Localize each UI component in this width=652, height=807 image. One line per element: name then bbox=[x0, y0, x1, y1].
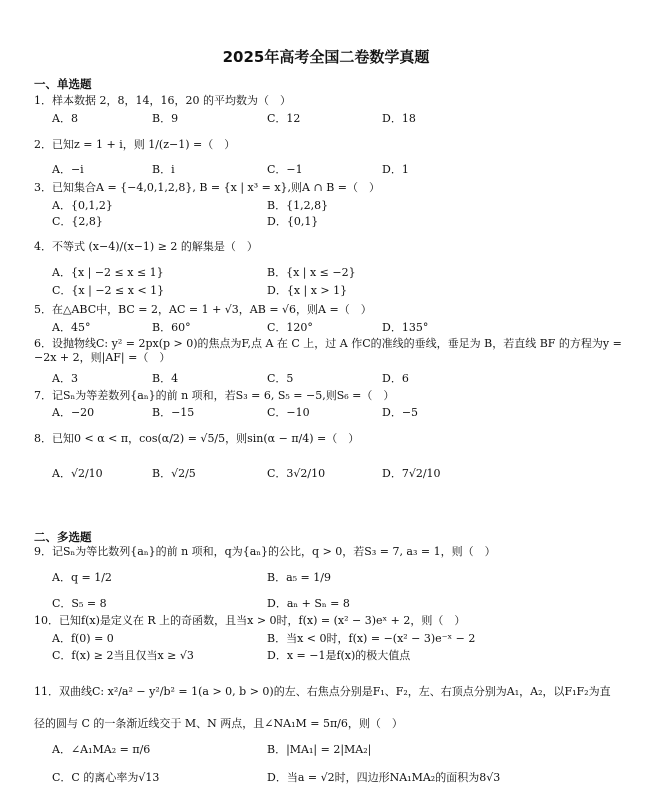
question-stem: 11．双曲线C: x²/a² − y²/b² = 1(a > 0, b > 0)的左、右焦点分别是F₁、F₂，左、右顶点分别为A₁，A₂，以F₁F₂为直径的圆与 C 的一条渐近线交于 M、N 两点，且∠NA₁M = 5π/6，则（ ） bbox=[34, 685, 611, 730]
option: B．9 bbox=[152, 112, 179, 125]
option: B．√2/5 bbox=[152, 467, 196, 480]
option: C．3√2/10 bbox=[267, 467, 326, 480]
option: D．aₙ + Sₙ = 8 bbox=[267, 597, 350, 610]
option: B．4 bbox=[152, 372, 179, 385]
option: A．q = 1/2 bbox=[52, 571, 112, 584]
section-heading-single-choice: 一、单选题 bbox=[34, 77, 92, 91]
option: D．x = −1是f(x)的极大值点 bbox=[267, 649, 411, 662]
option: D．当a = √2时，四边形NA₁MA₂的面积为8√3 bbox=[267, 771, 501, 784]
option: B．当x < 0时，f(x) = −(x² − 3)e⁻ˣ − 2 bbox=[267, 632, 476, 645]
option: D．7√2/10 bbox=[382, 467, 441, 480]
option: A．f(0) = 0 bbox=[52, 632, 114, 645]
option: B．{1,2,8} bbox=[267, 199, 329, 212]
option: B．60° bbox=[152, 321, 191, 334]
option: D．1 bbox=[382, 163, 409, 176]
option: B．−15 bbox=[152, 406, 195, 419]
option: A．{x | −2 ≤ x ≤ 1} bbox=[52, 266, 164, 279]
option: D．6 bbox=[382, 372, 409, 385]
section-heading-multi-choice: 二、多选题 bbox=[34, 530, 92, 544]
option: A．45° bbox=[52, 321, 91, 334]
question-stem: 7．记Sₙ为等差数列{aₙ}的前 n 项和，若S₃ = 6, S₅ = −5,则S₆ =（ ） bbox=[34, 389, 395, 402]
option: C．−1 bbox=[267, 163, 303, 176]
option: D．{0,1} bbox=[267, 215, 319, 228]
option: B．a₅ = 1/9 bbox=[267, 571, 331, 584]
question-stem: 2．已知z = 1 + i，则 1/(z−1) =（ ） bbox=[34, 138, 236, 151]
question-stem: 5．在△ABC中，BC = 2，AC = 1 + √3，AB = √6，则A =（ ） bbox=[34, 303, 372, 316]
option: C．12 bbox=[267, 112, 301, 125]
option: A．3 bbox=[52, 372, 78, 385]
question-stem: 6．设抛物线C: y² = 2px(p > 0)的焦点为F,点 A 在 C 上，过 A 作C的准线的垂线，垂足为 B，若直线 BF 的方程为y = −2x + 2，则|AF| =（ ） bbox=[34, 337, 622, 364]
option: B．{x | x ≤ −2} bbox=[267, 266, 356, 279]
option: C．S₅ = 8 bbox=[52, 597, 107, 610]
option: D．{x | x > 1} bbox=[267, 284, 348, 297]
option: B．i bbox=[152, 163, 175, 176]
question-stem: 3．已知集合A = {−4,0,1,2,8}, B = {x | x³ = x},则A ∩ B =（ ） bbox=[34, 181, 381, 194]
option: A．8 bbox=[52, 112, 78, 125]
option: A．√2/10 bbox=[52, 467, 103, 480]
question-stem: 9．记Sₙ为等比数列{aₙ}的前 n 项和，q为{aₙ}的公比，q > 0，若S₃ = 7, a₃ = 1，则（ ） bbox=[34, 545, 496, 558]
option: D．−5 bbox=[382, 406, 419, 419]
question-stem: 1．样本数据 2，8，14，16，20 的平均数为（ ） bbox=[34, 94, 291, 107]
option: C．f(x) ≥ 2当且仅当x ≥ √3 bbox=[52, 649, 194, 662]
option: C．{x | −2 ≤ x < 1} bbox=[52, 284, 165, 297]
question-stem: 4．不等式 (x−4)/(x−1) ≥ 2 的解集是（ ） bbox=[34, 240, 258, 253]
option: A．{0,1,2} bbox=[52, 199, 113, 212]
question-stem: 8．已知0 < α < π，cos(α/2) = √5/5，则sin(α − π/4) =（ ） bbox=[34, 432, 360, 445]
option: D．18 bbox=[382, 112, 416, 125]
option: B．|MA₁| = 2|MA₂| bbox=[267, 743, 372, 756]
option: C．5 bbox=[267, 372, 294, 385]
option: A．∠A₁MA₂ = π/6 bbox=[52, 743, 151, 756]
option: A．−i bbox=[52, 163, 84, 176]
option: C．−10 bbox=[267, 406, 310, 419]
page-title: 2025年高考全国二卷数学真题 bbox=[222, 48, 430, 66]
question-stem: 10．已知f(x)是定义在 R 上的奇函数，且当x > 0时，f(x) = (x² − 3)eˣ + 2，则（ ） bbox=[34, 614, 466, 627]
option: D．135° bbox=[382, 321, 429, 334]
option: C．{2,8} bbox=[52, 215, 103, 228]
option: A．−20 bbox=[52, 406, 95, 419]
option: C．120° bbox=[267, 321, 313, 334]
option: C．C 的离心率为√13 bbox=[52, 771, 160, 784]
